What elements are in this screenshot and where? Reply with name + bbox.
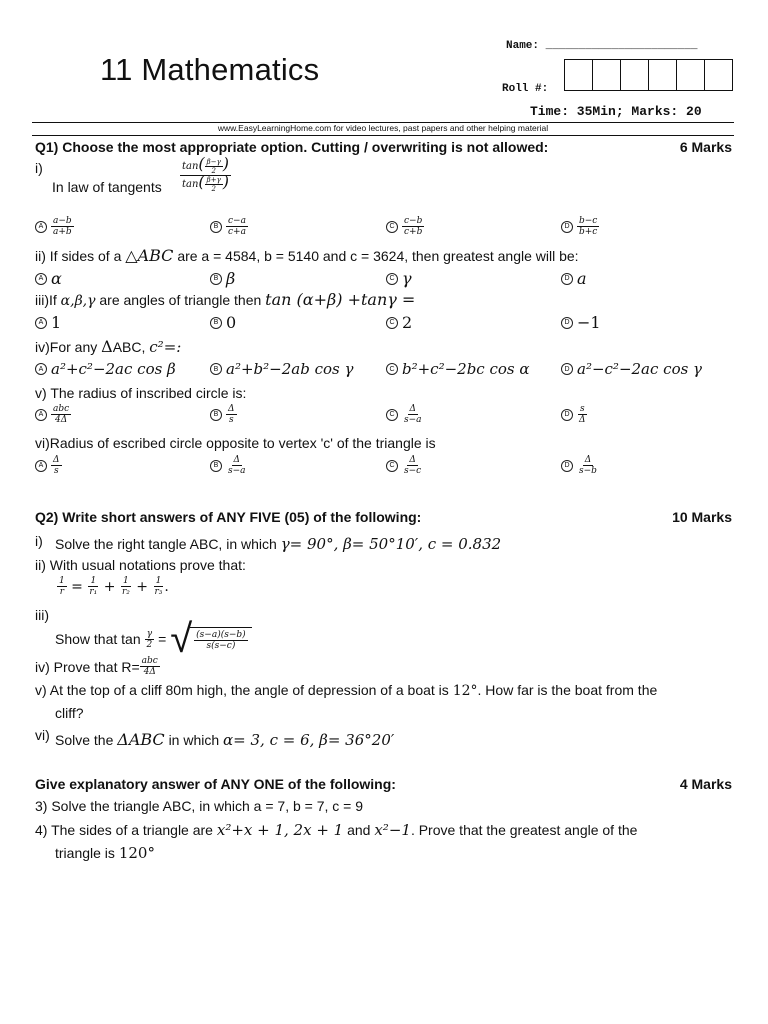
- q1-ii-option-a[interactable]: A α: [35, 269, 62, 288]
- q1-i-expression: tan( $\frac{\beta-\gamma}{2}$ ) tan( $\frac{\beta+\gamma}{2}$ ): [182, 154, 230, 193]
- q1-iv-option-d[interactable]: D a²−c²−2ac cos γ: [561, 360, 702, 378]
- q2-heading: Q2) Write short answers of ANY FIVE (05) of the following:: [35, 509, 422, 525]
- q3-item-4: 4) The sides of a triangle are x²+x + 1, 2x + 1 and x²−1. Prove that the greatest angle of the: [35, 821, 638, 839]
- q2-i-line: Solve the right tangle ABC, in which γ= 90°, β= 50°10′, c = 0.832: [55, 535, 502, 553]
- roll-box[interactable]: [592, 59, 621, 91]
- roll-box[interactable]: [620, 59, 649, 91]
- name-field[interactable]: Name: _______________________: [506, 40, 698, 52]
- q1-ii-line: ii) If sides of a △ABC are a = 4584, b = 5140 and c = 3624, then greatest angle will be:: [35, 246, 579, 265]
- q1-v-line: v) The radius of inscribed circle is:: [35, 385, 247, 401]
- page-title: 11 Mathematics: [100, 52, 320, 87]
- q2-ii-line: ii) With usual notations prove that:: [35, 557, 246, 573]
- q1-i-option-a[interactable]: A $\frac{a-b}{a+b}$: [35, 216, 74, 237]
- q2-i-num: i): [35, 533, 43, 549]
- q1-ii-option-b[interactable]: B β: [210, 269, 235, 288]
- q1-i-option-d[interactable]: D $\frac{b-c}{b+c}$: [561, 216, 599, 237]
- q2-vi-num: vi): [35, 727, 50, 743]
- q2-vi-line: Solve the ΔABC in which α= 3, c = 6, β= 36°20′: [55, 730, 395, 749]
- q2-iii-line: Show that tan $\frac{\gamma}{2}$ = √ $\frac{(s-a)(s-b)}{s(s-c)}$: [55, 622, 252, 656]
- q1-vi-line: vi)Radius of escribed circle opposite to vertex 'c' of the triangle is: [35, 435, 436, 451]
- q1-marks: 6 Marks: [679, 139, 732, 155]
- q2-ii-expression: $\frac{1}{r}$ = $\frac{1}{\text{r₁}}$ + $\frac{1}{\text{r₂}}$ + $\frac{1}{\text{r₃}}$ .: [59, 576, 169, 597]
- q1-iii-option-d[interactable]: D −1: [561, 313, 601, 332]
- q2-v-line: v) At the top of a cliff 80m high, the angle of depression of a boat is 12°. How far is the boat from the: [35, 682, 658, 699]
- q1-iii-option-c[interactable]: C 2: [386, 313, 412, 332]
- q1-iv-option-b[interactable]: B a²+b²−2ab cos γ: [210, 360, 353, 378]
- q1-i-option-b[interactable]: B $\frac{c-a}{c+a}$: [210, 216, 248, 237]
- roll-label: Roll #:: [502, 83, 549, 95]
- q3-marks: 4 Marks: [679, 776, 732, 792]
- q2-marks: 10 Marks: [672, 509, 732, 525]
- q2-iv-line: iv) Prove that R= $\frac{\text{abc}}{4\Delta}$: [35, 656, 158, 677]
- q1-vi-option-a[interactable]: A $\frac{\Delta}{s}$: [35, 455, 62, 476]
- roll-number-boxes[interactable]: [564, 59, 732, 91]
- q3-item-3: 3) Solve the triangle ABC, in which a = 7, b = 7, c = 9: [35, 798, 364, 814]
- q1-v-option-b[interactable]: B $\frac{\Delta}{s}$: [210, 404, 237, 425]
- q1-iii-option-a[interactable]: A 1: [35, 313, 61, 332]
- q1-ii-option-d[interactable]: D a: [561, 269, 587, 288]
- q1-i-option-c[interactable]: C $\frac{c-b}{c+b}$: [386, 216, 424, 237]
- time-marks: Time: 35Min; Marks: 20: [530, 104, 702, 119]
- q1-vi-option-c[interactable]: C $\frac{\Delta}{s-c}$: [386, 455, 423, 476]
- q1-heading: Q1) Choose the most appropriate option. Cutting / overwriting is not allowed:: [35, 139, 549, 155]
- q1-v-option-d[interactable]: D $\frac{s}{\Delta}$: [561, 404, 588, 425]
- divider: [32, 135, 734, 136]
- q2-iii-num: iii): [35, 607, 49, 623]
- roll-box[interactable]: [704, 59, 733, 91]
- q1-v-option-c[interactable]: C $\frac{\Delta}{s-a}$: [386, 404, 424, 425]
- roll-box[interactable]: [676, 59, 705, 91]
- q1-v-option-a[interactable]: A $\frac{\text{abc}}{4\Delta}$: [35, 404, 71, 425]
- roll-box[interactable]: [564, 59, 593, 91]
- q1-iv-line: iv)For any ΔABC, c²=:: [35, 337, 182, 356]
- q1-iv-option-a[interactable]: A a²+c²−2ac cos β: [35, 360, 176, 378]
- q3-item-4-line-2: triangle is 120°: [55, 844, 155, 862]
- q1-iv-option-c[interactable]: C b²+c²−2bc cos α: [386, 360, 530, 378]
- q3-heading: Give explanatory answer of ANY ONE of the following:: [35, 776, 396, 792]
- q1-vi-option-b[interactable]: B $\frac{\Delta}{s-a}$: [210, 455, 248, 476]
- q1-vi-option-d[interactable]: D $\frac{\Delta}{s-b}$: [561, 455, 599, 476]
- q1-iii-option-b[interactable]: B 0: [210, 313, 236, 332]
- q1-ii-option-c[interactable]: C γ: [386, 269, 412, 288]
- q2-v-line-2: cliff?: [55, 705, 84, 721]
- roll-box[interactable]: [648, 59, 677, 91]
- q1-iii-line: iii)If α,β,γ are angles of triangle then tan (α+β) +tanγ =: [35, 290, 416, 309]
- website-line: www.EasyLearningHome.com for video lectures, past papers and other helping material: [217, 123, 549, 133]
- q1-i-text: In law of tangents: [52, 179, 162, 195]
- q1-i-num: i): [35, 160, 43, 176]
